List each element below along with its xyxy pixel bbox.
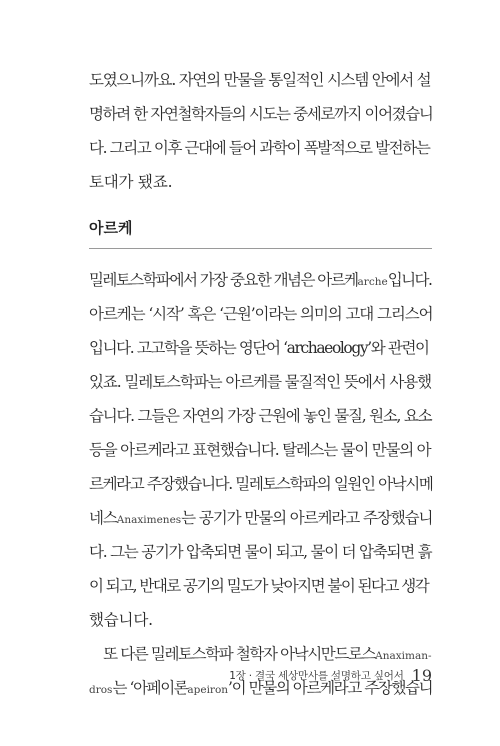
line-text: 르케라고 주장했습니다. 밀레토스학파의 일원인 아낙시메 [89, 475, 433, 493]
line-text: 했습니다. [89, 611, 153, 629]
latin-gloss: apeiron [187, 684, 229, 696]
text-line: 토대가 됐죠. [89, 173, 173, 191]
text-line [89, 263, 432, 297]
text-line [89, 433, 432, 467]
latin-gloss: dros [89, 684, 113, 696]
section-title: 아르케 [89, 219, 133, 237]
intro-paragraph [89, 63, 432, 199]
latin-gloss: Anaximenes [116, 514, 182, 526]
line-text: 네스 [89, 509, 117, 527]
running-head: 1장 · 결국 세상만사를 설명하고 싶어서 [229, 669, 404, 682]
text-line: 명하려 한 자연철학자들의 시도는 중세로까지 이어졌습니 [89, 105, 433, 123]
text-line [89, 331, 432, 365]
text-line [89, 501, 432, 535]
page-number: 19 [411, 665, 432, 685]
text-line: 도였으니까요. 자연의 만물을 통일적인 시스템 안에서 설 [89, 71, 431, 89]
text-line [89, 399, 432, 433]
text-line [89, 365, 432, 399]
text-line [89, 569, 432, 603]
line-text: 다. 그는 공기가 압축되면 물이 되고, 물이 더 압축되면 흙 [89, 543, 432, 561]
line-text: 또 다른 밀레토스학파 철학자 아낙시만드로스 [89, 645, 376, 663]
text-line [89, 603, 432, 637]
text-line [89, 535, 432, 569]
latin-gloss: arche [357, 276, 388, 288]
page-footer [89, 663, 432, 687]
line-text: 습니다. 그들은 자연의 가장 근원에 놓인 물질, 원소, 요소 [89, 407, 432, 425]
line-text: 는 ‘아페이론 [112, 679, 188, 697]
line-text: 입니다. 고고학을 뜻하는 영단어 ‘archaeology’와 관련이 [89, 339, 429, 357]
line-text: 입니다. [387, 271, 432, 289]
line-text: ’이 만물의 아르케라고 주장했습니 [228, 679, 433, 697]
section-header [89, 218, 432, 249]
latin-gloss: Anaximan- [375, 650, 432, 662]
text-line [89, 297, 432, 331]
section-divider [89, 248, 432, 249]
text-line: 다. 그리고 이후 근대에 들어 과학이 폭발적으로 발전하는 [89, 139, 430, 157]
line-text: 등을 아르케라고 표현했습니다. 탈레스는 물이 만물의 아 [89, 441, 431, 459]
body-paragraphs [89, 263, 432, 705]
line-text: 있죠. 밀레토스학파는 아르케를 물질적인 뜻에서 사용했 [89, 373, 432, 391]
line-text: 밀레토스학파에서 가장 중요한 개념은 아르케 [89, 271, 358, 289]
line-text: 이 되고, 반대로 공기의 밀도가 낮아지면 불이 된다고 생각 [89, 577, 429, 595]
line-text: 는 공기가 만물의 아르케라고 주장했습니 [181, 509, 433, 527]
text-line [89, 467, 432, 501]
line-text: 아르케는 ‘시작’ 혹은 ‘근원’이라는 의미의 고대 그리스어 [89, 305, 433, 323]
